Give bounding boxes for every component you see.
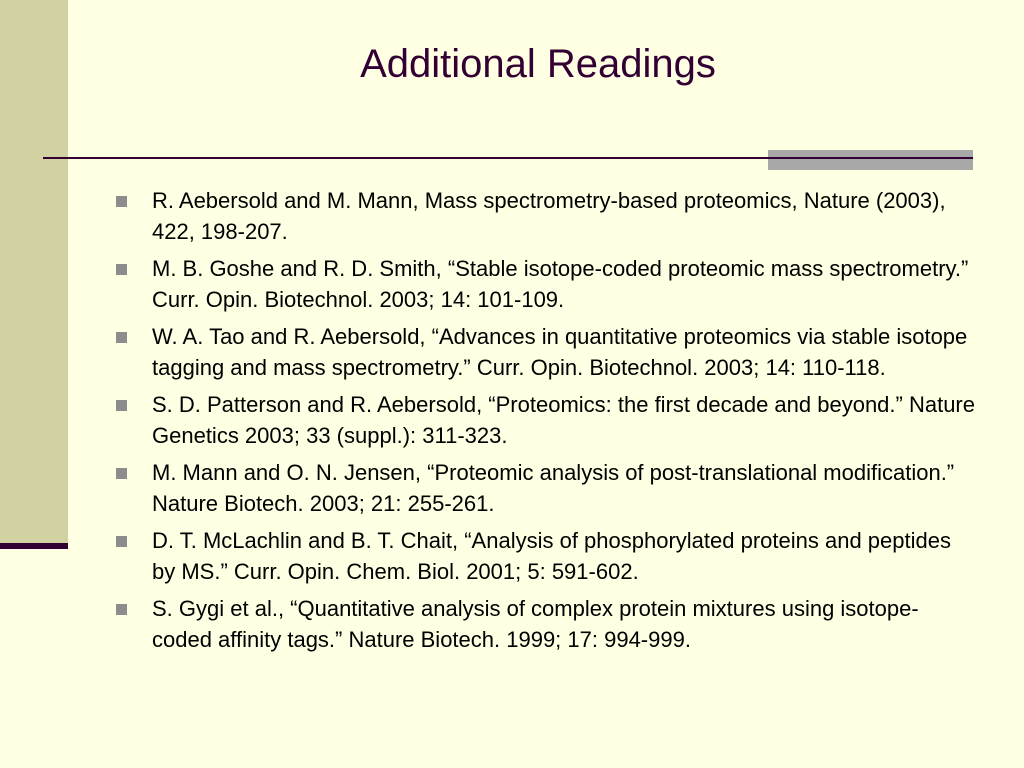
reference-text: M. B. Goshe and R. D. Smith, “Stable isotope-coded proteomic mass spectrometry.” Curr. Opin. Biotechnol. 2003; 14: 101-109. — [152, 256, 969, 312]
square-bullet-icon — [116, 468, 127, 479]
square-bullet-icon — [116, 264, 127, 275]
reference-text: M. Mann and O. N. Jensen, “Proteomic analysis of post-translational modification.” Nature Biotech. 2003; 21: 255-261. — [152, 460, 955, 516]
reference-list — [116, 185, 976, 661]
square-bullet-icon — [116, 536, 127, 547]
square-bullet-icon — [116, 604, 127, 615]
left-band-accent-bar — [0, 543, 68, 549]
reference-text: W. A. Tao and R. Aebersold, “Advances in quantitative proteomics via stable isotope tagging and mass spectrometry.” Curr. Opin. Biotechnol. 2003; 14: 110-118. — [152, 324, 968, 380]
square-bullet-icon — [116, 196, 127, 207]
title-accent-block — [768, 150, 973, 170]
reference-item — [116, 389, 976, 451]
reference-item — [116, 321, 976, 383]
reference-item — [116, 593, 976, 655]
square-bullet-icon — [116, 332, 127, 343]
reference-item — [116, 185, 976, 247]
reference-text: D. T. McLachlin and B. T. Chait, “Analysis of phosphorylated proteins and peptides by MS.” Curr. Opin. Chem. Biol. 2001; 5: 591-602. — [152, 528, 951, 584]
left-decorative-band — [0, 0, 68, 545]
reference-item — [116, 253, 976, 315]
title-accent-line — [768, 157, 973, 159]
reference-text: R. Aebersold and M. Mann, Mass spectrometry-based proteomics, Nature (2003), 422, 198-207. — [152, 188, 946, 244]
reference-item — [116, 457, 976, 519]
slide-title: Additional Readings — [360, 42, 716, 86]
reference-item — [116, 525, 976, 587]
square-bullet-icon — [116, 400, 127, 411]
reference-text: S. Gygi et al., “Quantitative analysis of complex protein mixtures using isotope-coded affinity tags.” Nature Biotech. 1999; 17: 994-999. — [152, 596, 919, 652]
reference-text: S. D. Patterson and R. Aebersold, “Proteomics: the first decade and beyond.” Nature Genetics 2003; 33 (suppl.): 311-323. — [152, 392, 975, 448]
